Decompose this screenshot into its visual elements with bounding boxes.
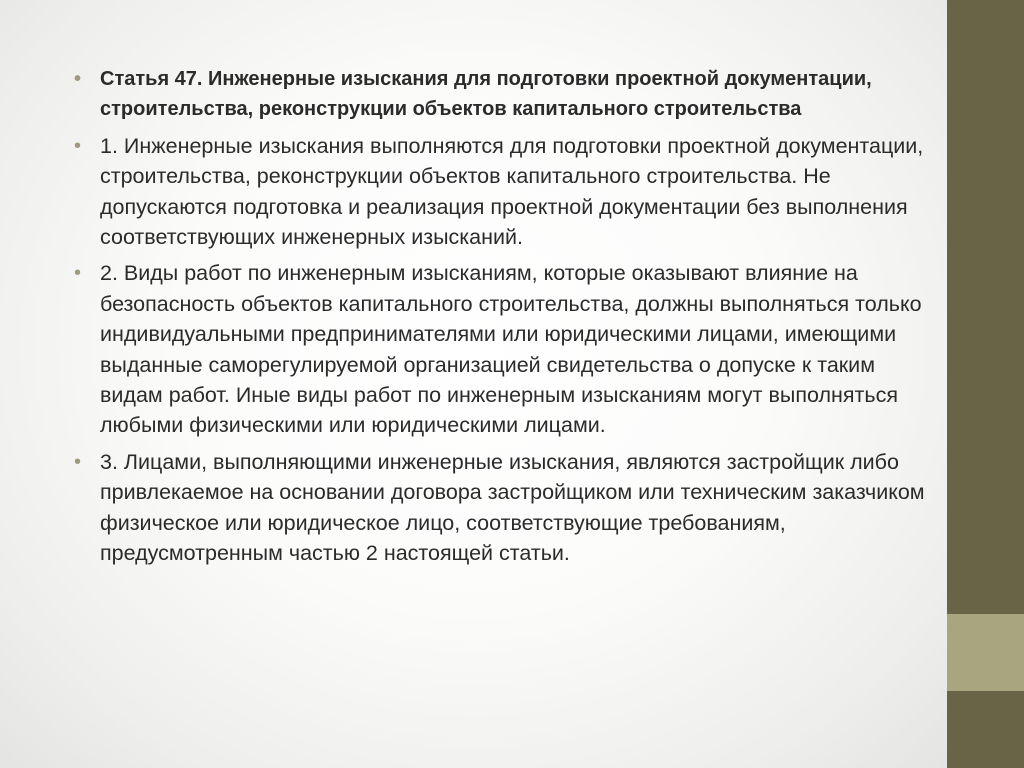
bullet-icon: •: [74, 134, 82, 157]
bullet-icon: •: [74, 450, 82, 473]
clause-3-text: 3. Лицами, выполняющими инженерные изыскания, являются застройщик либо привлекаемое на основании договора застройщиком или техническим заказчиком физическое или юридическое лицо, соответствующие требованиям, предусмотренным частью 2 настоящей статьи.: [100, 449, 925, 566]
bullet-icon: •: [74, 262, 82, 285]
bullet-icon: •: [74, 68, 82, 90]
slide-content: [74, 64, 934, 575]
clause-2-text: 2. Виды работ по инженерным изысканиям, которые оказывают влияние на безопасность объектов капитального строительства, должны выполняться только индивидуальными предпринимателями или юридическими лицами, имеющими выданные саморегулируемой организацией свидетельства о допуске к таким видам работ. Иные виды работ по инженерным изысканиям могут выполняться любыми физическими или юридическими лицами.: [100, 261, 922, 438]
article-heading: [74, 64, 934, 125]
clause-2: [74, 258, 934, 440]
article-heading-text: Статья 47. Инженерные изыскания для подготовки проектной документации, строительства, реконструкции объектов капитального строительства: [100, 68, 872, 121]
clause-3: [74, 447, 934, 569]
side-decor-accent: [947, 614, 1024, 691]
clause-1-text: 1. Инженерные изыскания выполняются для подготовки проектной документации, строительства, реконструкции объектов капитального строительства. Не допускаются подготовка и реализация проектной документации без выполнения соответствующих инженерных изысканий.: [100, 133, 924, 250]
clause-1: [74, 131, 934, 253]
